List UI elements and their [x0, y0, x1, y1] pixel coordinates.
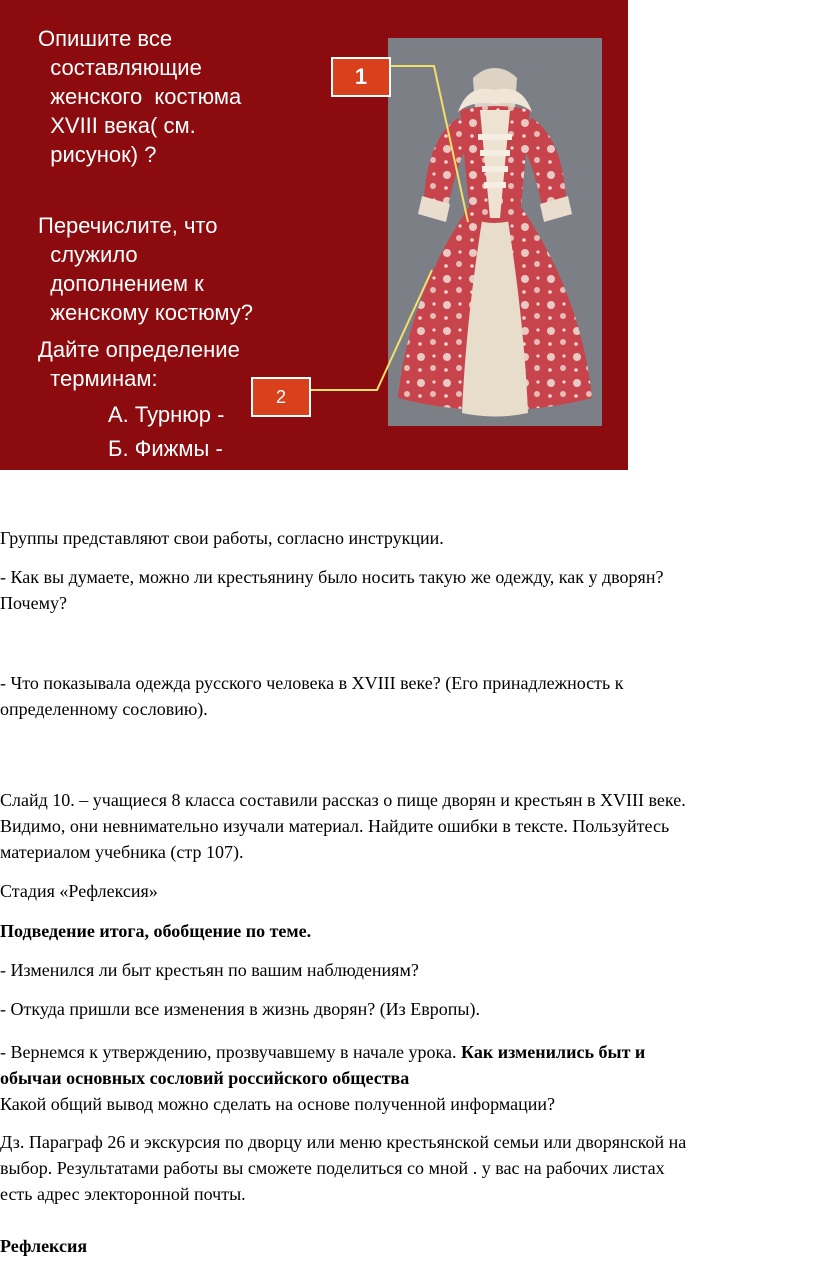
paragraph-slide-10: Слайд 10. – учащиеся 8 класса составили рассказ о пище дворян и крестьян в XVIII веке. Видимо, они невнимательно изучали материал. Найдите ошибки в тексте. Пользуйтесь материалом учебника (стр 107). [0, 790, 686, 862]
paragraph-return-statement: - Вернемся к утверждению, прозвучавшему в начале урока. Как изменились быт и обычаи основных сословий российского общества Какой общий вывод можно сделать на основе полученной информации? [0, 1042, 646, 1114]
callout-2: 2 [251, 377, 311, 417]
paragraph-homework: Дз. Параграф 26 и экскурсия по дворцу или меню крестьянской семьи или дворянской на выбор. Результатами работы вы сможете поделиться со мной . у вас на рабочих листах есть адрес электоронной почты. [0, 1132, 687, 1204]
paragraph-question-peasant-life: - Изменился ли быт крестьян по вашим наблюдениям? [0, 960, 419, 980]
paragraph-question-peasant: - Как вы думаете, можно ли крестьянину было носить такую же одежду, как у дворян? Почему? [0, 567, 664, 613]
paragraph-question-clothing: - Что показывала одежда русского человека в XVIII веке? (Его принадлежность к определенному сословию). [0, 673, 624, 719]
slide-term-a: А. Турнюр - [108, 402, 225, 427]
slide-question-1: Опишите все составляющие женского костюма XVIII века( см. рисунок) ? [38, 26, 242, 167]
slide-question-2: Перечислите, что служило дополнением к женскому костюму? [38, 213, 253, 325]
slide-question-3: Дайте определение терминам: [38, 337, 240, 391]
callout-1: 1 [331, 57, 391, 97]
slide-term-b: Б. Фижмы - [108, 436, 223, 461]
slide-image [0, 0, 628, 470]
paragraph-groups: Группы представляют свои работы, согласно инструкции. [0, 528, 444, 548]
paragraph-reflection-heading: Рефлексия [0, 1236, 88, 1256]
paragraph-stage-reflection: Стадия «Рефлексия» [0, 881, 158, 901]
callout-leader-lines [0, 0, 628, 470]
paragraph-summary-heading: Подведение итога, обобщение по теме. [0, 921, 312, 941]
paragraph-question-changes: - Откуда пришли все изменения в жизнь дворян? (Из Европы). [0, 999, 481, 1019]
